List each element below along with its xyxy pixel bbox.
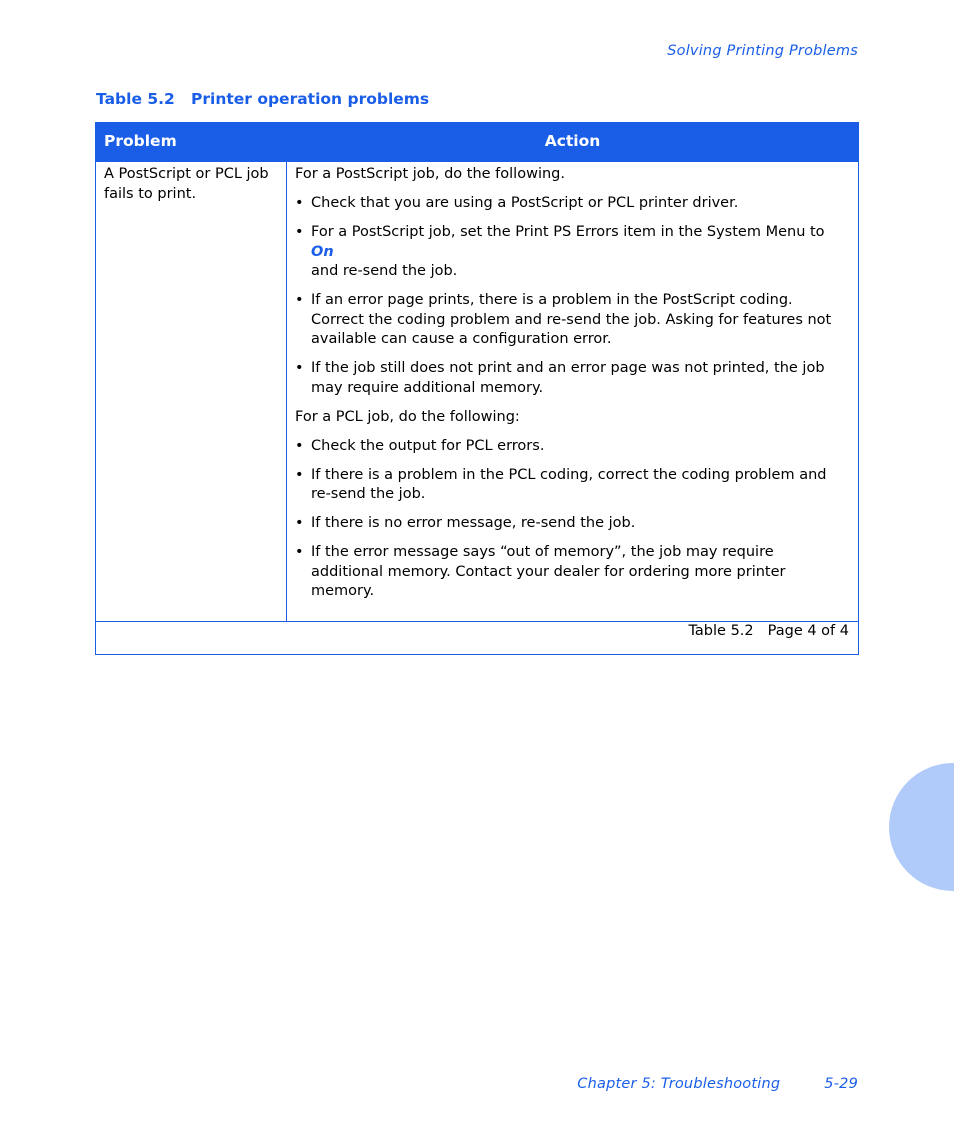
list-item-text: Check the output for PCL errors. [311,437,545,454]
table-title: Printer operation problems [191,90,430,108]
running-footer [577,1076,858,1092]
bullet-icon: • [295,466,304,483]
list-item-text: If there is a problem in the PCL coding, correct the coding problem and re-send the job. [311,466,827,502]
problem-cell: A PostScript or PCL job fails to print. [96,162,287,622]
list-item [295,466,848,505]
action-cell [287,162,859,622]
on-value: On [311,243,334,260]
table-row [96,162,859,622]
page-number: 5-29 [824,1076,858,1092]
list-item [295,437,848,457]
bullet-icon: • [295,360,304,376]
chapter-label: Chapter 5: Troubleshooting [577,1076,781,1092]
chapter-thumb-tab [889,763,954,891]
pcl-intro: For a PCL job, do the following: [295,408,520,425]
bullet-icon: • [295,224,304,240]
list-item [295,514,848,534]
bullet-icon: • [295,544,304,560]
bullet-icon: • [295,195,304,211]
table-footer-ref: Table 5.2 [688,623,754,639]
list-item [295,543,848,602]
bullet-icon: • [295,437,304,454]
column-header-problem: Problem [96,123,287,162]
list-item-text: If there is no error message, re-send the job. [311,515,636,531]
list-item-text: Check that you are using a PostScript or PCL printer driver. [311,195,739,211]
postscript-list [295,194,848,398]
postscript-intro: For a PostScript job, do the following. [295,166,565,182]
list-item-text: If the error message says “out of memory”, the job may require additional memory. Contact your dealer for ordering more printer memory. [311,544,786,599]
column-header-action: Action [287,123,859,162]
table-footer-row [96,622,859,655]
bullet-icon: • [295,515,304,531]
table-header-row [96,123,859,162]
pcl-list [295,437,848,602]
bullet-icon: • [295,292,304,308]
list-item [295,291,848,350]
table-footer-page: Page 4 of 4 [767,623,849,639]
table-number: Table 5.2 [96,90,175,108]
list-item-text: If an error page prints, there is a problem in the PostScript coding. Correct the coding problem and re-send the job. Asking for features not available can cause a configuration error. [311,292,832,347]
running-header: Solving Printing Problems [667,43,858,59]
list-item [295,359,848,398]
problems-table [95,122,859,655]
table-footer-cell [96,622,859,655]
list-item-text-tail: and re-send the job. [311,263,458,279]
list-item [295,223,848,282]
list-item [295,194,848,214]
table-caption [96,90,429,108]
list-item-text: If the job still does not print and an error page was not printed, the job may require additional memory. [311,360,825,396]
list-item-text: For a PostScript job, set the Print PS Errors item in the System Menu to [311,224,825,240]
